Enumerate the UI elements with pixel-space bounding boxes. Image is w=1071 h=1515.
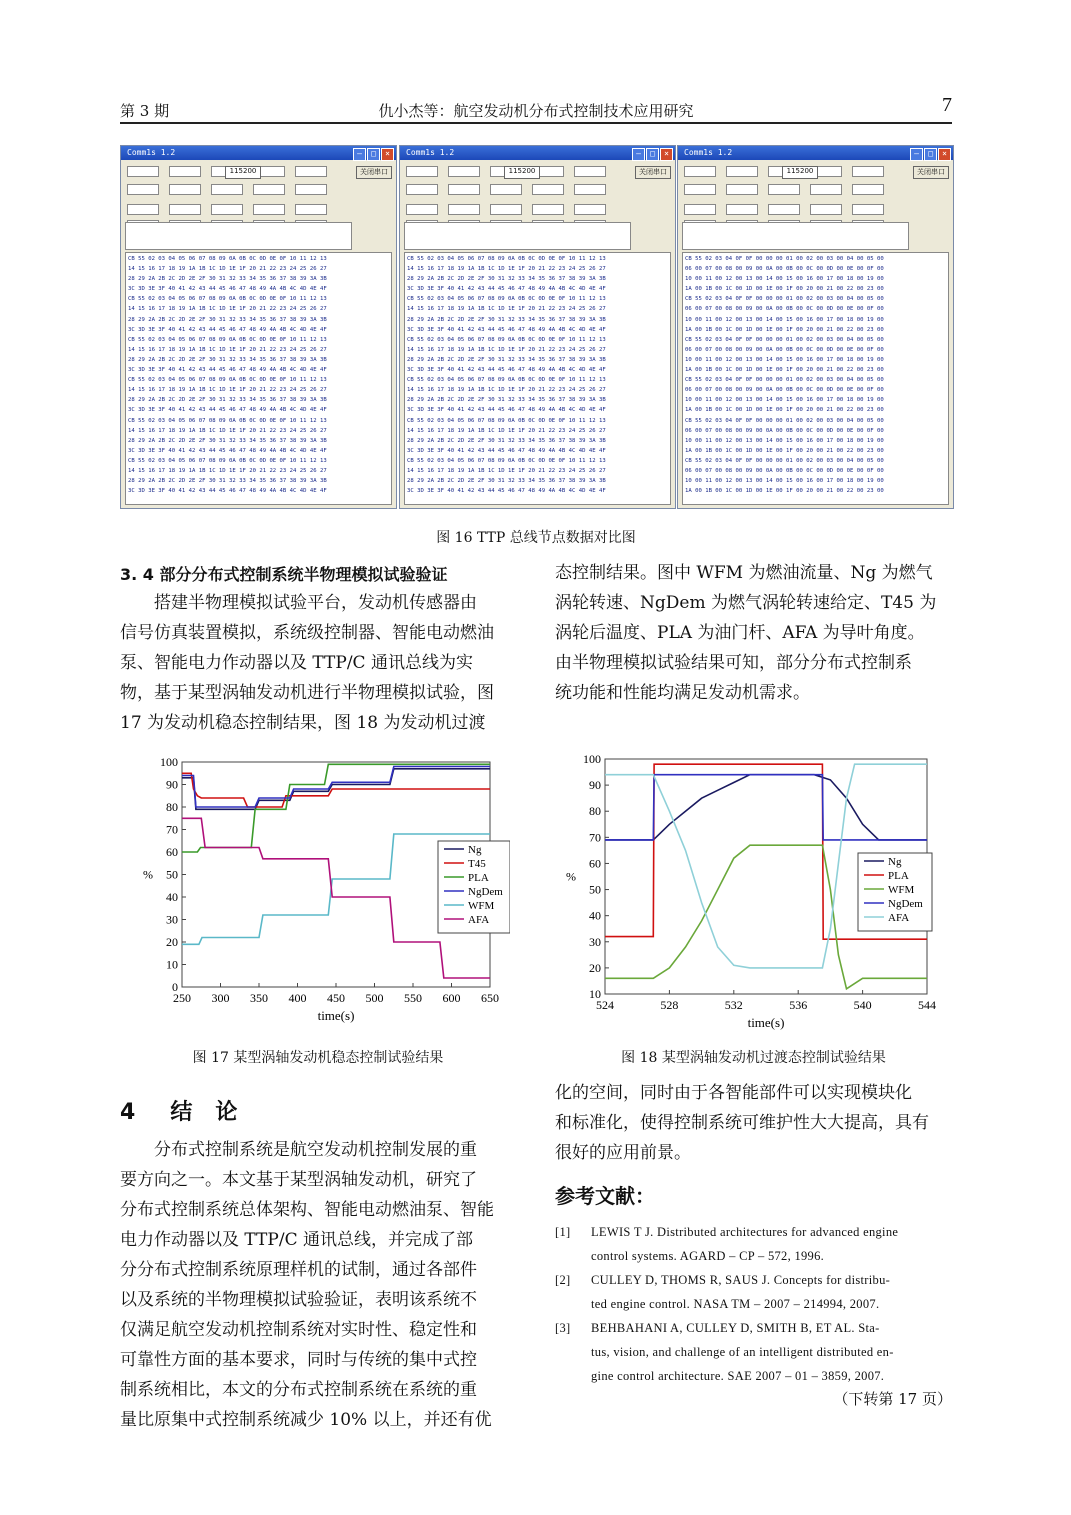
- hex-data-line: CB 55 02 03 04 05 06 07 08 09 0A 0B 0C 0D 0E 0F 10 11 12 13: [407, 377, 606, 384]
- window-title: Comm1s 1.2: [684, 148, 733, 157]
- section-3-4-title: 3. 4 部分分布式控制系统半物理模拟试验验证: [120, 565, 448, 584]
- baud-rate-select[interactable]: 115200: [504, 166, 540, 179]
- y-tick-label: 30: [166, 912, 178, 927]
- send-input[interactable]: [125, 222, 352, 250]
- hex-data-line: 14 15 16 17 18 19 1A 1B 1C 1D 1E 1F 20 21 22 23 24 25 26 27: [128, 387, 327, 394]
- control-row[interactable]: [125, 184, 335, 196]
- hex-data-line: 3C 3D 3E 3F 40 41 42 43 44 45 46 47 48 49 4A 4B 4C 4D 4E 4F: [128, 367, 327, 374]
- para-line: 由半物理模拟试验结果可知，部分分布式控制系: [555, 653, 912, 673]
- reference-text: LEWIS T J. Distributed architectures for advanced engine: [591, 1225, 899, 1239]
- control-field[interactable]: [726, 204, 758, 215]
- hex-data-line: 3C 3D 3E 3F 40 41 42 43 44 45 46 47 48 49 4A 4B 4C 4D 4E 4F: [128, 286, 327, 293]
- hex-data-line: 14 15 16 17 18 19 1A 1B 1C 1D 1E 1F 20 21 22 23 24 25 26 27: [128, 346, 327, 353]
- minimize-icon[interactable]: –: [353, 148, 366, 161]
- hex-data-line: CB 55 02 03 04 0F 0F 00 00 00 01 00 02 00 03 00 04 00 05 00: [685, 296, 884, 303]
- control-field[interactable]: [852, 166, 884, 177]
- reference-number: [2]: [555, 1273, 571, 1287]
- hex-data-line: 14 15 16 17 18 19 1A 1B 1C 1D 1E 1F 20 21 22 23 24 25 26 27: [407, 266, 606, 273]
- control-field[interactable]: [169, 184, 201, 195]
- hex-data-line: 28 29 2A 2B 2C 2D 2E 2F 30 31 32 33 34 35 36 37 38 39 3A 3B: [407, 316, 606, 323]
- legend-label: WFM: [888, 884, 915, 896]
- y-tick-label: 30: [589, 934, 601, 949]
- para-line: 17 为发动机稳态控制结果，图 18 为发动机过渡: [120, 713, 486, 733]
- control-field[interactable]: [169, 166, 201, 177]
- hex-data-line: 10 00 11 00 12 00 13 00 14 00 15 00 16 00 17 00 18 00 19 00: [685, 397, 884, 404]
- control-field[interactable]: [448, 184, 480, 195]
- window-title: Comm1s 1.2: [406, 148, 455, 157]
- control-field[interactable]: [852, 184, 884, 195]
- hex-data-line: 06 00 07 00 08 00 09 00 0A 00 0B 00 0C 00 0D 00 0E 00 0F 00: [685, 306, 884, 313]
- hex-data-line: 3C 3D 3E 3F 40 41 42 43 44 45 46 47 48 49 4A 4B 4C 4D 4E 4F: [407, 407, 606, 414]
- control-field[interactable]: [295, 184, 327, 195]
- hex-data-line: 1A 00 1B 00 1C 00 1D 00 1E 00 1F 00 20 00 21 00 22 00 23 00: [685, 407, 884, 414]
- reference-number: [3]: [555, 1321, 571, 1335]
- control-field[interactable]: [532, 184, 564, 195]
- y-tick-label: 90: [166, 777, 178, 792]
- hex-data-line: CB 55 02 03 04 0F 0F 00 00 00 01 00 02 00 03 00 04 00 05 00: [685, 256, 884, 262]
- y-tick-label: 50: [166, 867, 178, 882]
- x-tick-label: 544: [918, 998, 936, 1012]
- running-title: 仇小杰等：航空发动机分布式控制技术应用研究: [378, 102, 694, 120]
- continued-note: （下转第 17 页）: [833, 1390, 952, 1408]
- legend-label: T45: [468, 858, 486, 870]
- control-field[interactable]: [574, 204, 606, 215]
- page-number: 7: [942, 94, 952, 116]
- control-field[interactable]: [490, 204, 522, 215]
- close-port-button[interactable]: 关闭串口: [635, 166, 671, 179]
- hex-data-line: CB 55 02 03 04 05 06 07 08 09 0A 0B 0C 0D 0E 0F 10 11 12 13: [407, 417, 606, 424]
- hex-data-line: CB 55 02 03 04 05 06 07 08 09 0A 0B 0C 0D 0E 0F 10 11 12 13: [128, 417, 327, 424]
- x-tick-label: 250: [173, 991, 191, 1005]
- reference-text: control systems. AGARD – CP – 572, 1996.: [591, 1249, 825, 1263]
- y-tick-label: 20: [589, 960, 601, 975]
- hex-data-line: 06 00 07 00 08 00 09 00 0A 00 0B 00 0C 00 0D 00 0E 00 0F 00: [685, 346, 884, 353]
- hex-data-line: 14 15 16 17 18 19 1A 1B 1C 1D 1E 1F 20 21 22 23 24 25 26 27: [128, 467, 327, 474]
- y-tick-label: 10: [589, 987, 601, 1001]
- para-line: 以及系统的半物理模拟试验验证，表明该系统不: [120, 1290, 477, 1310]
- hex-data-line: 3C 3D 3E 3F 40 41 42 43 44 45 46 47 48 49 4A 4B 4C 4D 4E 4F: [128, 326, 327, 333]
- para-line: 涡轮转速、NgDem 为燃气涡轮转速给定、T45 为: [555, 593, 937, 613]
- control-row[interactable]: [682, 204, 892, 216]
- control-row[interactable]: [682, 184, 892, 196]
- x-tick-label: 400: [288, 991, 307, 1005]
- send-input[interactable]: [404, 222, 631, 250]
- y-tick-label: 90: [589, 778, 601, 793]
- hex-data-line: 06 00 07 00 08 00 09 00 0A 00 0B 00 0C 00 0D 00 0E 00 0F 00: [685, 427, 884, 434]
- para-line: 要方向之一。本文基于某型涡轴发动机，研究了: [120, 1170, 477, 1190]
- x-tick-label: 540: [853, 998, 872, 1012]
- para-line: 电力作动器以及 TTP/C 通讯总线，并完成了部: [120, 1230, 473, 1250]
- figure-17-chart: [130, 752, 510, 1032]
- hex-data-line: 14 15 16 17 18 19 1A 1B 1C 1D 1E 1F 20 21 22 23 24 25 26 27: [407, 467, 606, 474]
- hex-data-line: 28 29 2A 2B 2C 2D 2E 2F 30 31 32 33 34 35 36 37 38 39 3A 3B: [128, 397, 327, 404]
- hex-data-line: CB 55 02 03 04 05 06 07 08 09 0A 0B 0C 0D 0E 0F 10 11 12 13: [128, 457, 327, 464]
- section-title-char: 结: [170, 1100, 194, 1125]
- control-field[interactable]: [295, 166, 327, 177]
- x-tick-label: 650: [481, 991, 499, 1005]
- section-3-4-right-text: [555, 558, 952, 708]
- hex-data-line: CB 55 02 03 04 05 06 07 08 09 0A 0B 0C 0D 0E 0F 10 11 12 13: [407, 457, 606, 464]
- x-axis-label: time(s): [317, 1008, 355, 1023]
- figure-16: [120, 145, 952, 507]
- legend-label: NgDem: [888, 898, 923, 910]
- hex-data-line: 06 00 07 00 08 00 09 00 0A 00 0B 00 0C 00 0D 00 0E 00 0F 00: [685, 467, 884, 474]
- hex-data-line: 14 15 16 17 18 19 1A 1B 1C 1D 1E 1F 20 21 22 23 24 25 26 27: [128, 427, 327, 434]
- hex-data-line: 06 00 07 00 08 00 09 00 0A 00 0B 00 0C 00 0D 00 0E 00 0F 00: [685, 387, 884, 394]
- close-port-button[interactable]: 关闭串口: [356, 166, 392, 179]
- hex-data-line: 28 29 2A 2B 2C 2D 2E 2F 30 31 32 33 34 35 36 37 38 39 3A 3B: [128, 437, 327, 444]
- header-rule: [120, 122, 952, 124]
- x-tick-label: 450: [327, 991, 345, 1005]
- y-tick-label: 20: [166, 935, 178, 949]
- legend-label: WFM: [468, 900, 495, 912]
- hex-data-line: 3C 3D 3E 3F 40 41 42 43 44 45 46 47 48 49 4A 4B 4C 4D 4E 4F: [407, 367, 606, 374]
- legend-label: NgDem: [468, 886, 503, 898]
- hex-data-line: 10 00 11 00 12 00 13 00 14 00 15 00 16 00 17 00 18 00 19 00: [685, 276, 884, 283]
- control-row[interactable]: [404, 184, 614, 196]
- para-line: 分分布式控制系统原理样机的试制，通过各部件: [120, 1260, 477, 1280]
- hex-data-line: 10 00 11 00 12 00 13 00 14 00 15 00 16 00 17 00 18 00 19 00: [685, 478, 884, 485]
- y-tick-label: 80: [166, 800, 178, 814]
- figure-17-caption: 图 17 某型涡轴发动机稳态控制试验结果: [192, 1050, 444, 1066]
- hex-data-line: 3C 3D 3E 3F 40 41 42 43 44 45 46 47 48 49 4A 4B 4C 4D 4E 4F: [407, 447, 606, 454]
- hex-data-line: 06 00 07 00 08 00 09 00 0A 00 0B 00 0C 00 0D 00 0E 00 0F 00: [685, 266, 884, 273]
- receive-area[interactable]: [682, 252, 949, 505]
- hex-data-line: CB 55 02 03 04 0F 0F 00 00 00 01 00 02 00 03 00 04 00 05 00: [685, 336, 884, 343]
- legend-label: Ng: [888, 856, 902, 868]
- control-field[interactable]: [768, 204, 800, 215]
- hex-data-line: 10 00 11 00 12 00 13 00 14 00 15 00 16 00 17 00 18 00 19 00: [685, 356, 884, 363]
- hex-data-line: 1A 00 1B 00 1C 00 1D 00 1E 00 1F 00 20 00 21 00 22 00 23 00: [685, 447, 884, 454]
- y-tick-label: 50: [589, 882, 601, 897]
- hex-data-line: 3C 3D 3E 3F 40 41 42 43 44 45 46 47 48 49 4A 4B 4C 4D 4E 4F: [128, 407, 327, 414]
- hex-data-line: CB 55 02 03 04 05 06 07 08 09 0A 0B 0C 0D 0E 0F 10 11 12 13: [128, 377, 327, 384]
- control-field[interactable]: [810, 184, 842, 195]
- hex-data-line: CB 55 02 03 04 0F 0F 00 00 00 01 00 02 00 03 00 04 00 05 00: [685, 457, 884, 464]
- control-field[interactable]: [127, 204, 159, 215]
- x-axis-label: time(s): [747, 1015, 785, 1030]
- receive-area[interactable]: [125, 252, 392, 505]
- legend-label: AFA: [468, 914, 490, 926]
- para-line: 统功能和性能均满足发动机需求。: [555, 683, 810, 703]
- y-tick-label: 70: [166, 822, 178, 837]
- y-tick-label: 40: [166, 890, 178, 904]
- control-field[interactable]: [169, 204, 201, 215]
- y-tick-label: 70: [589, 830, 601, 845]
- reference-text: CULLEY D, THOMS R, SAUS J. Concepts for distribu-: [591, 1273, 891, 1287]
- maximize-icon[interactable]: □: [924, 148, 937, 161]
- minimize-icon[interactable]: –: [910, 148, 923, 161]
- x-tick-label: 300: [211, 991, 230, 1005]
- hex-data-line: 28 29 2A 2B 2C 2D 2E 2F 30 31 32 33 34 35 36 37 38 39 3A 3B: [407, 397, 606, 404]
- hex-data-line: 28 29 2A 2B 2C 2D 2E 2F 30 31 32 33 34 35 36 37 38 39 3A 3B: [128, 276, 327, 283]
- control-field[interactable]: [684, 166, 716, 177]
- receive-area[interactable]: [404, 252, 671, 505]
- y-tick-label: 60: [589, 856, 601, 871]
- hex-data-line: CB 55 02 03 04 0F 0F 00 00 00 01 00 02 00 03 00 04 00 05 00: [685, 377, 884, 384]
- reference-item: [555, 1268, 952, 1316]
- maximize-icon[interactable]: □: [646, 148, 659, 161]
- baud-rate-select[interactable]: 115200: [782, 166, 818, 179]
- serial-terminal-window: [399, 145, 676, 509]
- hex-data-line: 3C 3D 3E 3F 40 41 42 43 44 45 46 47 48 49 4A 4B 4C 4D 4E 4F: [407, 286, 606, 293]
- serial-terminal-window: [677, 145, 954, 509]
- hex-data-line: 28 29 2A 2B 2C 2D 2E 2F 30 31 32 33 34 35 36 37 38 39 3A 3B: [128, 478, 327, 485]
- control-field[interactable]: [684, 184, 716, 195]
- close-port-button[interactable]: 关闭串口: [913, 166, 949, 179]
- figure-16-caption: 图 16 TTP 总线节点数据对比图: [436, 530, 636, 546]
- hex-data-line: 14 15 16 17 18 19 1A 1B 1C 1D 1E 1F 20 21 22 23 24 25 26 27: [128, 306, 327, 313]
- hex-data-line: 3C 3D 3E 3F 40 41 42 43 44 45 46 47 48 49 4A 4B 4C 4D 4E 4F: [407, 326, 606, 333]
- window-titlebar: [121, 146, 396, 160]
- para-line: 态控制结果。图中 WFM 为燃油流量、Ng 为燃气: [555, 563, 933, 583]
- x-tick-label: 550: [404, 991, 422, 1005]
- hex-data-line: 3C 3D 3E 3F 40 41 42 43 44 45 46 47 48 49 4A 4B 4C 4D 4E 4F: [407, 488, 606, 495]
- reference-item: [555, 1316, 952, 1388]
- y-tick-label: 10: [166, 957, 178, 972]
- hex-data-line: 28 29 2A 2B 2C 2D 2E 2F 30 31 32 33 34 35 36 37 38 39 3A 3B: [128, 316, 327, 323]
- references-title: 参考文献：: [555, 1184, 655, 1208]
- para-line: 和标准化，使得控制系统可维护性大大提高，具有: [555, 1113, 929, 1133]
- legend-label: AFA: [888, 912, 910, 924]
- x-tick-label: 500: [365, 991, 384, 1005]
- hex-data-line: 28 29 2A 2B 2C 2D 2E 2F 30 31 32 33 34 35 36 37 38 39 3A 3B: [407, 437, 606, 444]
- section-4-left-text: [120, 1135, 516, 1435]
- hex-data-line: 1A 00 1B 00 1C 00 1D 00 1E 00 1F 00 20 00 21 00 22 00 23 00: [685, 326, 884, 333]
- hex-data-line: 28 29 2A 2B 2C 2D 2E 2F 30 31 32 33 34 35 36 37 38 39 3A 3B: [407, 276, 606, 283]
- hex-data-line: 14 15 16 17 18 19 1A 1B 1C 1D 1E 1F 20 21 22 23 24 25 26 27: [407, 346, 606, 353]
- x-tick-label: 536: [789, 998, 808, 1012]
- hex-data-line: CB 55 02 03 04 05 06 07 08 09 0A 0B 0C 0D 0E 0F 10 11 12 13: [407, 296, 606, 303]
- hex-data-line: CB 55 02 03 04 0F 0F 00 00 00 01 00 02 00 03 00 04 00 05 00: [685, 417, 884, 424]
- para-line: 泵、智能电力作动器以及 TTP/C 通讯总线为实: [120, 653, 473, 673]
- para-line: 涡轮后温度、PLA 为油门杆、AFA 为导叶角度。: [555, 623, 925, 643]
- para-line: 物，基于某型涡轴发动机进行半物理模拟试验，图: [120, 683, 494, 703]
- legend-label: Ng: [468, 844, 482, 856]
- para-line: 很好的应用前景。: [555, 1143, 691, 1163]
- control-field[interactable]: [448, 166, 480, 177]
- hex-data-line: 28 29 2A 2B 2C 2D 2E 2F 30 31 32 33 34 35 36 37 38 39 3A 3B: [128, 356, 327, 363]
- serial-terminal-window: [120, 145, 397, 509]
- control-field[interactable]: [253, 184, 285, 195]
- y-tick-label: 40: [589, 908, 601, 923]
- close-icon[interactable]: ×: [938, 148, 951, 161]
- para-line: 信号仿真装置模拟，系统级控制器、智能电动燃油: [120, 623, 494, 643]
- hex-data-line: 3C 3D 3E 3F 40 41 42 43 44 45 46 47 48 49 4A 4B 4C 4D 4E 4F: [128, 447, 327, 454]
- hex-data-line: 14 15 16 17 18 19 1A 1B 1C 1D 1E 1F 20 21 22 23 24 25 26 27: [407, 427, 606, 434]
- baud-rate-select[interactable]: 115200: [225, 166, 261, 179]
- minimize-icon[interactable]: –: [632, 148, 645, 161]
- control-field[interactable]: [768, 184, 800, 195]
- para-line: 化的空间，同时由于各智能部件可以实现模块化: [555, 1083, 912, 1103]
- control-row[interactable]: [404, 204, 614, 216]
- issue-label: 第 3 期: [120, 102, 170, 120]
- para-line: 制系统相比，本文的分布式控制系统在系统的重: [120, 1380, 477, 1400]
- control-field[interactable]: [852, 204, 884, 215]
- control-field[interactable]: [253, 204, 285, 215]
- x-tick-label: 532: [724, 998, 743, 1012]
- control-field[interactable]: [532, 204, 564, 215]
- control-row[interactable]: [125, 204, 335, 216]
- hex-data-line: CB 55 02 03 04 05 06 07 08 09 0A 0B 0C 0D 0E 0F 10 11 12 13: [128, 336, 327, 343]
- section-4-right-text: [555, 1078, 952, 1168]
- y-tick-label: 0: [172, 980, 178, 994]
- control-field[interactable]: [490, 184, 522, 195]
- control-field[interactable]: [127, 184, 159, 195]
- reference-text: BEHBAHANI A, CULLEY D, SMITH B, ET AL. Sta-: [591, 1321, 880, 1335]
- hex-data-line: 10 00 11 00 12 00 13 00 14 00 15 00 16 00 17 00 18 00 19 00: [685, 316, 884, 323]
- figure-18-caption: 图 18 某型涡轴发动机过渡态控制试验结果: [621, 1050, 886, 1066]
- reference-number: [1]: [555, 1225, 571, 1239]
- control-field[interactable]: [211, 204, 243, 215]
- legend-label: PLA: [888, 870, 909, 882]
- section-number: 4: [120, 1100, 137, 1125]
- x-tick-label: 524: [596, 998, 614, 1012]
- control-field[interactable]: [726, 184, 758, 195]
- para-line: 分布式控制系统总体架构、智能电动燃油泵、智能: [120, 1200, 494, 1220]
- hex-data-line: CB 55 02 03 04 05 06 07 08 09 0A 0B 0C 0D 0E 0F 10 11 12 13: [128, 256, 327, 262]
- hex-data-line: CB 55 02 03 04 05 06 07 08 09 0A 0B 0C 0D 0E 0F 10 11 12 13: [128, 296, 327, 303]
- para-line: 分布式控制系统是航空发动机控制发展的重: [154, 1140, 477, 1160]
- maximize-icon[interactable]: □: [367, 148, 380, 161]
- send-input[interactable]: [682, 222, 909, 250]
- running-header: [120, 94, 952, 124]
- control-field[interactable]: [726, 166, 758, 177]
- hex-data-line: 14 15 16 17 18 19 1A 1B 1C 1D 1E 1F 20 21 22 23 24 25 26 27: [128, 266, 327, 273]
- window-title: Comm1s 1.2: [127, 148, 176, 157]
- reference-text: gine control architecture. SAE 2007 – 01 – 3859, 2007.: [591, 1369, 885, 1383]
- figure-18-chart: [555, 749, 952, 1034]
- control-field[interactable]: [574, 166, 606, 177]
- para-line: 搭建半物理模拟试验平台，发动机传感器由: [154, 593, 477, 613]
- hex-data-line: 14 15 16 17 18 19 1A 1B 1C 1D 1E 1F 20 21 22 23 24 25 26 27: [407, 387, 606, 394]
- y-tick-label: 100: [583, 752, 601, 766]
- hex-data-line: 1A 00 1B 00 1C 00 1D 00 1E 00 1F 00 20 00 21 00 22 00 23 00: [685, 488, 884, 495]
- close-icon[interactable]: ×: [660, 148, 673, 161]
- hex-data-line: 14 15 16 17 18 19 1A 1B 1C 1D 1E 1F 20 21 22 23 24 25 26 27: [407, 306, 606, 313]
- close-icon[interactable]: ×: [381, 148, 394, 161]
- control-field[interactable]: [406, 204, 438, 215]
- hex-data-line: 3C 3D 3E 3F 40 41 42 43 44 45 46 47 48 49 4A 4B 4C 4D 4E 4F: [128, 488, 327, 495]
- control-field[interactable]: [574, 184, 606, 195]
- hex-data-line: 1A 00 1B 00 1C 00 1D 00 1E 00 1F 00 20 00 21 00 22 00 23 00: [685, 286, 884, 293]
- hex-data-line: 28 29 2A 2B 2C 2D 2E 2F 30 31 32 33 34 35 36 37 38 39 3A 3B: [407, 478, 606, 485]
- hex-data-line: 28 29 2A 2B 2C 2D 2E 2F 30 31 32 33 34 35 36 37 38 39 3A 3B: [407, 356, 606, 363]
- control-field[interactable]: [448, 204, 480, 215]
- reference-text: ted engine control. NASA TM – 2007 – 214994, 2007.: [591, 1297, 880, 1311]
- para-line: 量比原集中式控制系统减少 10% 以上，并还有优: [120, 1410, 492, 1430]
- control-field[interactable]: [684, 204, 716, 215]
- control-field[interactable]: [406, 184, 438, 195]
- y-axis-label: %: [566, 869, 576, 884]
- hex-data-line: 1A 00 1B 00 1C 00 1D 00 1E 00 1F 00 20 00 21 00 22 00 23 00: [685, 367, 884, 374]
- window-titlebar: [678, 146, 953, 160]
- control-field[interactable]: [127, 166, 159, 177]
- control-field[interactable]: [810, 204, 842, 215]
- x-tick-label: 350: [250, 991, 268, 1005]
- x-tick-label: 600: [442, 991, 461, 1005]
- y-tick-label: 80: [589, 804, 601, 819]
- y-tick-label: 100: [160, 755, 178, 769]
- para-line: 仅满足航空发动机控制系统对实时性、稳定性和: [120, 1320, 477, 1340]
- hex-data-line: CB 55 02 03 04 05 06 07 08 09 0A 0B 0C 0D 0E 0F 10 11 12 13: [407, 256, 606, 262]
- section-title-char: 论: [215, 1100, 239, 1125]
- control-field[interactable]: [295, 204, 327, 215]
- window-titlebar: [400, 146, 675, 160]
- reference-item: [555, 1220, 952, 1268]
- x-tick-label: 528: [660, 998, 679, 1012]
- control-field[interactable]: [406, 166, 438, 177]
- y-tick-label: 60: [166, 845, 178, 859]
- legend-label: PLA: [468, 872, 489, 884]
- hex-data-line: CB 55 02 03 04 05 06 07 08 09 0A 0B 0C 0D 0E 0F 10 11 12 13: [407, 336, 606, 343]
- para-line: 可靠性方面的基本要求，同时与传统的集中式控: [120, 1350, 477, 1370]
- hex-data-line: 10 00 11 00 12 00 13 00 14 00 15 00 16 00 17 00 18 00 19 00: [685, 437, 884, 444]
- reference-text: tus, vision, and challenge of an intelligent distributed en-: [591, 1345, 894, 1359]
- control-field[interactable]: [211, 184, 243, 195]
- section-3-4-left-text: [120, 588, 516, 738]
- section-4-title: [120, 1095, 238, 1126]
- y-axis-label: %: [143, 867, 153, 882]
